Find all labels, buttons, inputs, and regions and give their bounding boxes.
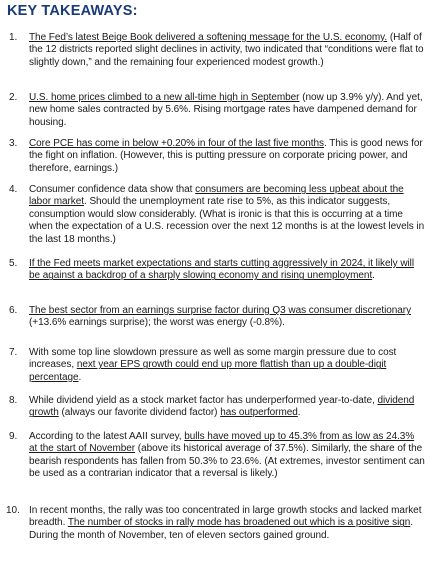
body-text: (now up 3.9% y/y). And yet, new home sales contracted by 5.6%. Rising mortgage rates have dampened demand for housing. xyxy=(29,92,423,128)
body-text: . During the month of November, ten of eleven sectors gained ground. xyxy=(29,517,414,541)
body-text: (always our favorite dividend factor) xyxy=(58,407,221,419)
list-item-number: 8. xyxy=(9,395,18,406)
list-item-number: 6. xyxy=(9,305,18,316)
list-item-number: 1. xyxy=(9,32,18,43)
underlined-highlight: Core PCE has come in below +0.20% in four of the last five months xyxy=(29,138,324,149)
body-text: . xyxy=(297,407,301,419)
list-item-text xyxy=(29,258,425,283)
underlined-highlight: The Fed’s latest Beige Book delivered a softening message for the U.S. economy. xyxy=(29,32,388,43)
body-text: (+13.6% earnings surprise); the worst was energy (-0.8%). xyxy=(29,317,285,329)
underlined-highlight: has outperformed xyxy=(220,407,298,419)
underlined-highlight: next year EPS growth could end up more flattish than up a double-digit percentage xyxy=(29,359,387,383)
body-text: (Half of the 12 districts reported slight declines in activity, two indicated that “conditions were flat to slightly down,” and the remaining four experienced modest growth.) xyxy=(29,32,424,68)
list-item-text xyxy=(29,431,425,481)
underlined-highlight: dividend growth xyxy=(29,395,415,419)
body-text: . Should the unemployment rate rise to 5%, as this indicator suggests, consumption would slow considerably. (What is ironic is that this is occurring at a time when the expectation of a U.S. recession over the next 12 months is at the lowest levels in the last 18 months.) xyxy=(29,196,425,245)
body-text: . This is good news for the fight on inflation. (However, this is putting pressure on corporate pricing power, and therefore, earnings.) xyxy=(29,138,423,174)
body-text: While dividend yield as a stock market factor has underperformed year-to-date, xyxy=(29,395,378,406)
body-text: With some top line slowdown pressure as well as some margin pressure due to cost increases, xyxy=(29,347,397,371)
list-item-text xyxy=(29,395,425,420)
body-text: (above its historical average of 37.5%). Similarly, the share of the bearish respondents has fallen from 50.3% to 23.6%. (At extremes, investor sentiment can be used as a contrarian indicator that a reversal is likely.) xyxy=(29,443,425,480)
body-text: In recent months, the rally was too concentrated in large growth stocks and lacked market breadth. xyxy=(29,505,422,529)
list-item-text xyxy=(29,305,425,330)
underlined-highlight: U.S. home prices climbed to a new all-time high in September xyxy=(29,92,300,103)
list-item-text xyxy=(29,92,425,129)
list-item-number: 9. xyxy=(9,431,18,442)
body-text: . xyxy=(78,371,82,383)
list-item-text xyxy=(29,347,425,384)
list-item-text xyxy=(29,184,425,246)
list-item-number: 10. xyxy=(6,505,20,516)
underlined-highlight: bulls have moved up to 45.3% from as low as 24.3% at the start of November xyxy=(29,431,415,455)
list-item-text xyxy=(29,138,425,175)
underlined-highlight: consumers are becoming less upbeat about the labor market xyxy=(29,184,404,208)
list-item-number: 2. xyxy=(9,92,18,103)
page-title: KEY TAKEAWAYS: xyxy=(7,3,138,19)
body-text: Consumer confidence data show that xyxy=(29,184,196,195)
list-item-number: 4. xyxy=(9,184,18,195)
body-text: According to the latest AAII survey, xyxy=(29,431,185,442)
list-item-number: 7. xyxy=(9,347,18,358)
underlined-highlight: The number of stocks in rally mode has broadened out which is a positive sign xyxy=(67,517,411,529)
list-item-text xyxy=(29,505,425,542)
list-item-text xyxy=(29,32,425,69)
list-item-number: 3. xyxy=(9,138,18,149)
underlined-highlight: The best sector from an earnings surprise factor during Q3 was consumer discretionary xyxy=(29,305,412,316)
list-item-number: 5. xyxy=(9,258,18,269)
underlined-highlight: If the Fed meets market expectations and starts cutting aggressively in 2024, it likely will be against a backdrop of a sharply slowing economy and rising unemployment xyxy=(29,258,415,282)
body-text: . xyxy=(372,270,375,282)
